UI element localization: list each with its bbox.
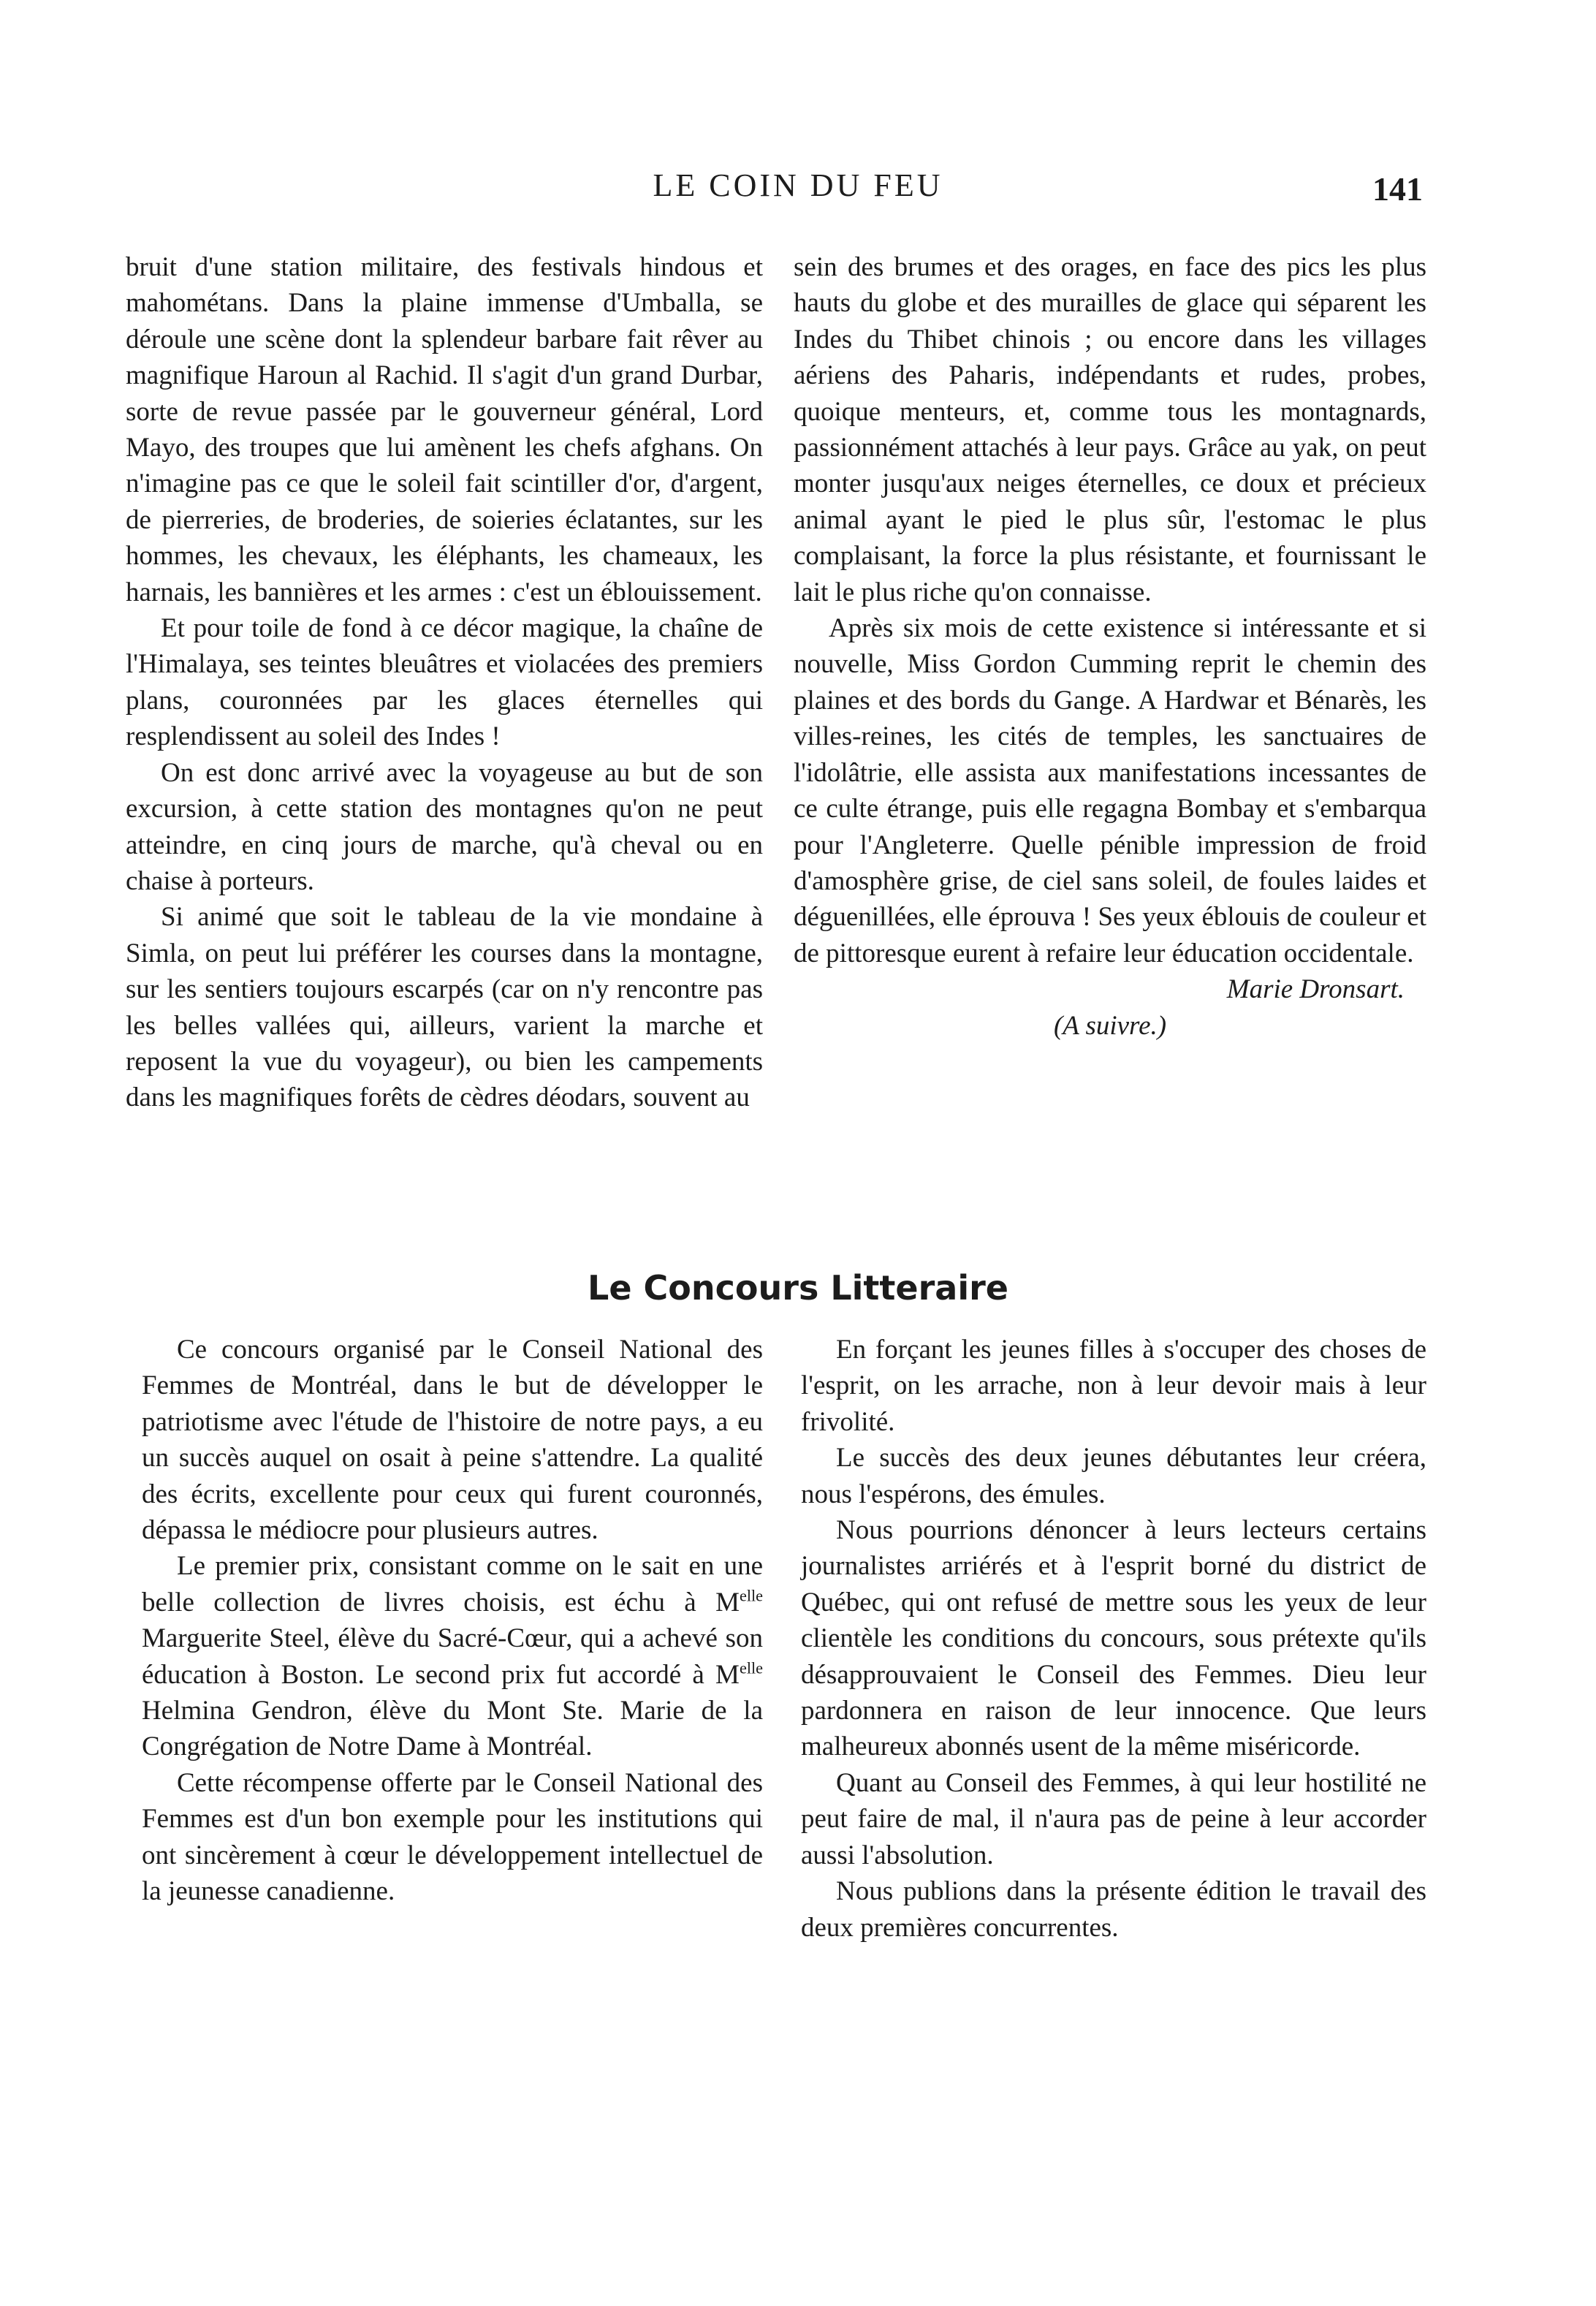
- paragraph: Si animé que soit le tableau de la vie mondaine à Simla, on peut lui préférer les courses dans la montagne, sur les sentiers toujours escarpés (car on n'y rencontre pas les belles vallées qui, ailleurs, varient la marche et reposent la vue du voyageur), ou bien les campements dans les magnifiques forêts de cèdres déodars, souvent au: [126, 902, 763, 1113]
- paragraph: On est donc arrivé avec la voyageuse au but de son excursion, à cette station des montagnes qu'on ne peut atteindre, en cinq jours de marche, qu'à cheval ou en chaise à porteurs.: [126, 757, 763, 896]
- paragraph: bruit d'une station militaire, des festivals hindous et mahométans. Dans la plaine immense d'Umballa, se déroule une scène dont la splendeur barbare fait rêver au magnifique Haroun al Rachid. Il s'agit d'un grand Durbar, sorte de revue passée par le gouverneur général, Lord Mayo, des troupes que lui amènent les chefs afghans. On n'imagine pas ce que le soleil fait scintiller d'or, d'argent, de pierreries, de broderies, de soieries éclatantes, sur les hommes, les chevaux, les éléphants, les chameaux, les harnais, les bannières et les armes : c'est un éblouissement.: [126, 252, 763, 607]
- to-be-continued-note: (A suivre.): [1053, 1010, 1167, 1041]
- article2-column-right: [801, 1332, 1426, 1946]
- text-run: Helmina Gendron, élève du Mont Ste. Marie de la Congrégation de Notre Dame à Montréal.: [142, 1696, 763, 1762]
- paragraph: sein des brumes et des orages, en face des pics les plus hauts du globe et des murailles de glace qui séparent les Indes du Thibet chinois ; ou encore dans les villages aériens des Paharis, indépendants et rudes, probes, quoique menteurs, et, comme tous les montagnards, passionnément attachés à leur pays. Grâce au yak, on peut monter jusqu'aux neiges éternelles, ce doux et précieux animal ayant le pied le plus sûr, l'estomac le plus complaisant, la force la plus résistante, et fournissant le lait le plus riche qu'on connaisse.: [794, 252, 1426, 607]
- paragraph: Et pour toile de fond à ce décor magique, la chaîne de l'Himalaya, ses teintes bleuâtres et violacées des premiers plans, couronnées par les glaces éternelles qui resplendissent au soleil des Indes !: [126, 613, 763, 752]
- text-run: Marguerite Steel, élève du Sacré-Cœur, qui a achevé son éducation à Boston. Le second prix fut accordé à M: [142, 1623, 763, 1690]
- author-signature: Marie Dronsart.: [1226, 974, 1405, 1005]
- superscript: elle: [739, 1658, 763, 1677]
- paragraph: Nous publions dans la présente édition le travail des deux premières concurrentes.: [801, 1876, 1426, 1943]
- section-title: Le Concours Litteraire: [588, 1268, 1008, 1308]
- superscript: elle: [739, 1586, 763, 1605]
- running-head-title: LE COIN DU FEU: [653, 167, 943, 203]
- paragraph: Quant au Conseil des Femmes, à qui leur hostilité ne peut faire de mal, il n'aura pas de peine à leur accorder aussi l'absolution.: [801, 1767, 1426, 1870]
- paragraph: Cette récompense offerte par le Conseil National des Femmes est d'un bon exemple pour les institutions qui ont sincèrement à cœur le développement intellectuel de la jeunesse canadienne.: [142, 1767, 763, 1907]
- article1-column-left: [126, 249, 763, 1116]
- paragraph: Ce concours organisé par le Conseil National des Femmes de Montréal, dans le but de développer le patriotisme avec l'étude de l'histoire de notre pays, a eu un succès auquel on osait à peine s'attendre. La qualité des écrits, excellente pour ceux qui furent couronnés, dépassa le médiocre pour plusieurs autres.: [142, 1335, 763, 1546]
- article1-column-right: [794, 249, 1426, 1044]
- paragraph: Nous pourrions dénoncer à leurs lecteurs certains journalistes arriérés et à l'esprit borné du district de Québec, qui ont refusé de mettre sous les yeux de leur clientèle les conditions du concours, sous prétexte qu'ils désapprouvaient le Conseil des Femmes. Dieu leur pardonnera en raison de leur innocence. Que leurs malheureux abonnés usent de la même miséricorde.: [801, 1515, 1426, 1762]
- paragraph: [142, 1548, 763, 1764]
- article2-column-left: [142, 1332, 763, 1910]
- paragraph: En forçant les jeunes filles à s'occuper des choses de l'esprit, on les arrache, non à leur devoir mais à leur frivolité.: [801, 1335, 1426, 1437]
- paragraph: Le succès des deux jeunes débutantes leur créera, nous l'espérons, des émules.: [801, 1443, 1426, 1509]
- paragraph: Après six mois de cette existence si intéressante et si nouvelle, Miss Gordon Cumming reprit le chemin des plaines et des bords du Gange. A Hardwar et Bénarès, les villes-reines, les cités de temples, les sanctuaires de l'idolâtrie, elle assista aux manifestations incessantes de ce culte étrange, puis elle regagna Bombay et s'embarqua pour l'Angleterre. Quelle pénible impression de froid d'amosphère grise, de ciel sans soleil, de foules laides et déguenillées, elle éprouva ! Ses yeux éblouis de couleur et de pittoresque eurent à refaire leur éducation occidentale.: [794, 613, 1426, 968]
- text-run: Le premier prix, consistant comme on le sait en une belle collection de livres choisis, est échu à M: [142, 1551, 763, 1617]
- page-number: 141: [1372, 170, 1423, 208]
